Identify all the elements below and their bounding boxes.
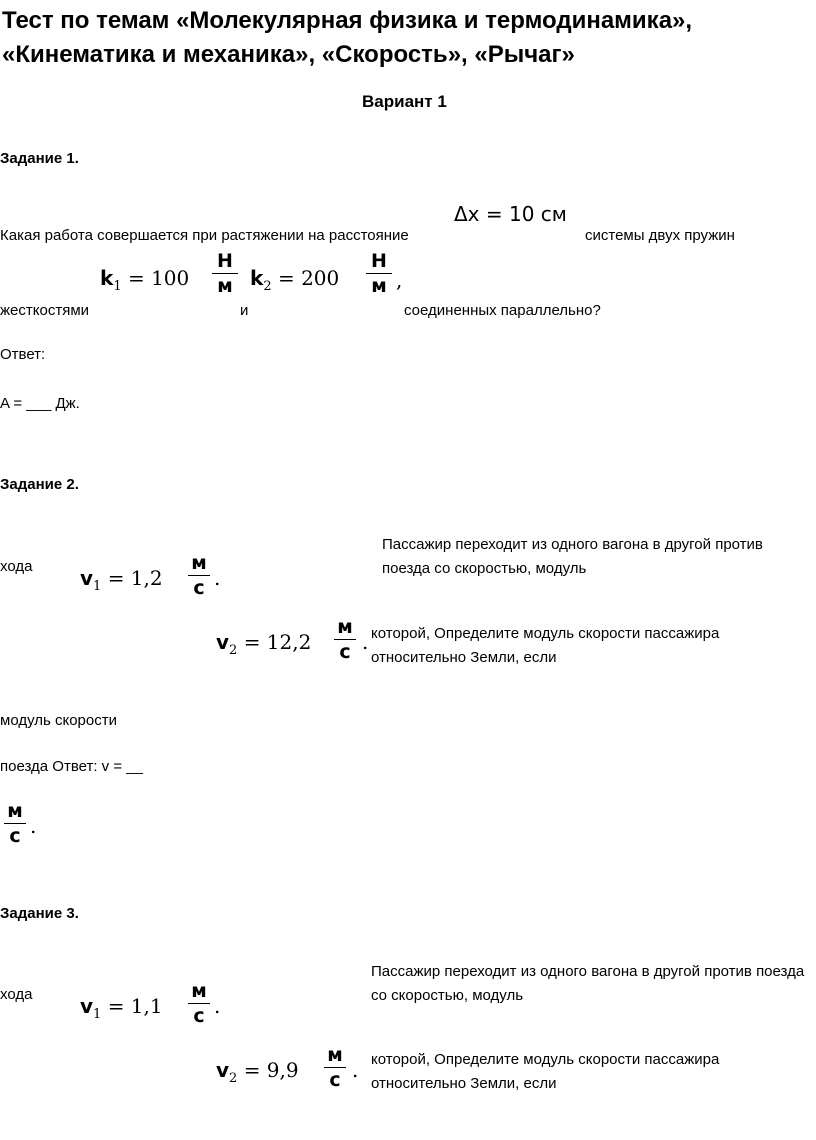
- task1-k2-unit: Н м: [366, 250, 392, 297]
- task2-v1-unit: м с: [188, 552, 210, 599]
- task1-comma: ,: [396, 268, 403, 292]
- task1-and: и: [240, 302, 249, 319]
- variant-heading: Вариант 1: [362, 92, 447, 111]
- task3-v1-dot: .: [214, 994, 221, 1018]
- task2-text-right-1: Пассажир переходит из одного вагона в другой против поезда со скоростью, модуль: [382, 536, 763, 577]
- task3-text-right-2: которой, Определите модуль скорости пассажира относительно Земли, если: [371, 1051, 720, 1092]
- task1-k1-unit: Н м: [212, 250, 238, 297]
- task1-dx-formula: Δx = 10 см: [454, 202, 567, 226]
- task1-answer-line: A = ___ Дж.: [0, 395, 80, 412]
- task2-v2-unit: м с: [334, 616, 356, 663]
- task2-v1-formula: $v_1 = 1,2$: [80, 566, 163, 594]
- task1-answer-label: Ответ:: [0, 346, 46, 363]
- task3-v2-formula: $v_2 = 9,9$: [216, 1058, 299, 1086]
- task3-v1-formula: $v_1 = 1,1$: [80, 994, 163, 1022]
- task3-v2-unit: м с: [324, 1044, 346, 1091]
- task3-hoda: хода: [0, 986, 33, 1003]
- task2-v2-formula: $v_2 = 12,2$: [216, 630, 312, 658]
- task2-text-answer: поезда Ответ: v = __: [0, 758, 143, 775]
- task2-v2-dot: .: [362, 630, 369, 654]
- task2-answer-dot: .: [30, 814, 37, 838]
- task2-hoda: хода: [0, 558, 33, 575]
- task1-k1-formula: $k_1 = 100$: [100, 266, 190, 294]
- task2-text-right-2: которой, Определите модуль скорости пассажира относительно Земли, если: [371, 625, 720, 666]
- task1-text-c: жесткостями: [0, 302, 90, 319]
- task1-text-d: соединенных параллельно?: [404, 302, 601, 319]
- task1-k2-formula: $k_2 = 200$: [250, 266, 340, 294]
- task3-v1-unit: м с: [188, 980, 210, 1027]
- task3-heading: Задание 3.: [0, 905, 79, 922]
- task2-v1-dot: .: [214, 566, 221, 590]
- task1-text-b: системы двух пружин: [585, 227, 735, 244]
- task2-text-speed: модуль скорости: [0, 712, 117, 729]
- task1-heading: Задание 1.: [0, 150, 79, 167]
- task3-text-right-1: Пассажир переходит из одного вагона в другой против поезда со скоростью, модуль: [371, 963, 805, 1004]
- task3-v2-dot: .: [352, 1058, 359, 1082]
- task2-heading: Задание 2.: [0, 476, 79, 493]
- task2-answer-unit: м с: [4, 800, 26, 847]
- page-title: Тест по темам «Молекулярная физика и термодинамика», «Кинематика и механика», «Скорость», «Рычаг»: [2, 7, 693, 68]
- task1-text-a: Какая работа совершается при растяжении на расстояние: [0, 227, 409, 244]
